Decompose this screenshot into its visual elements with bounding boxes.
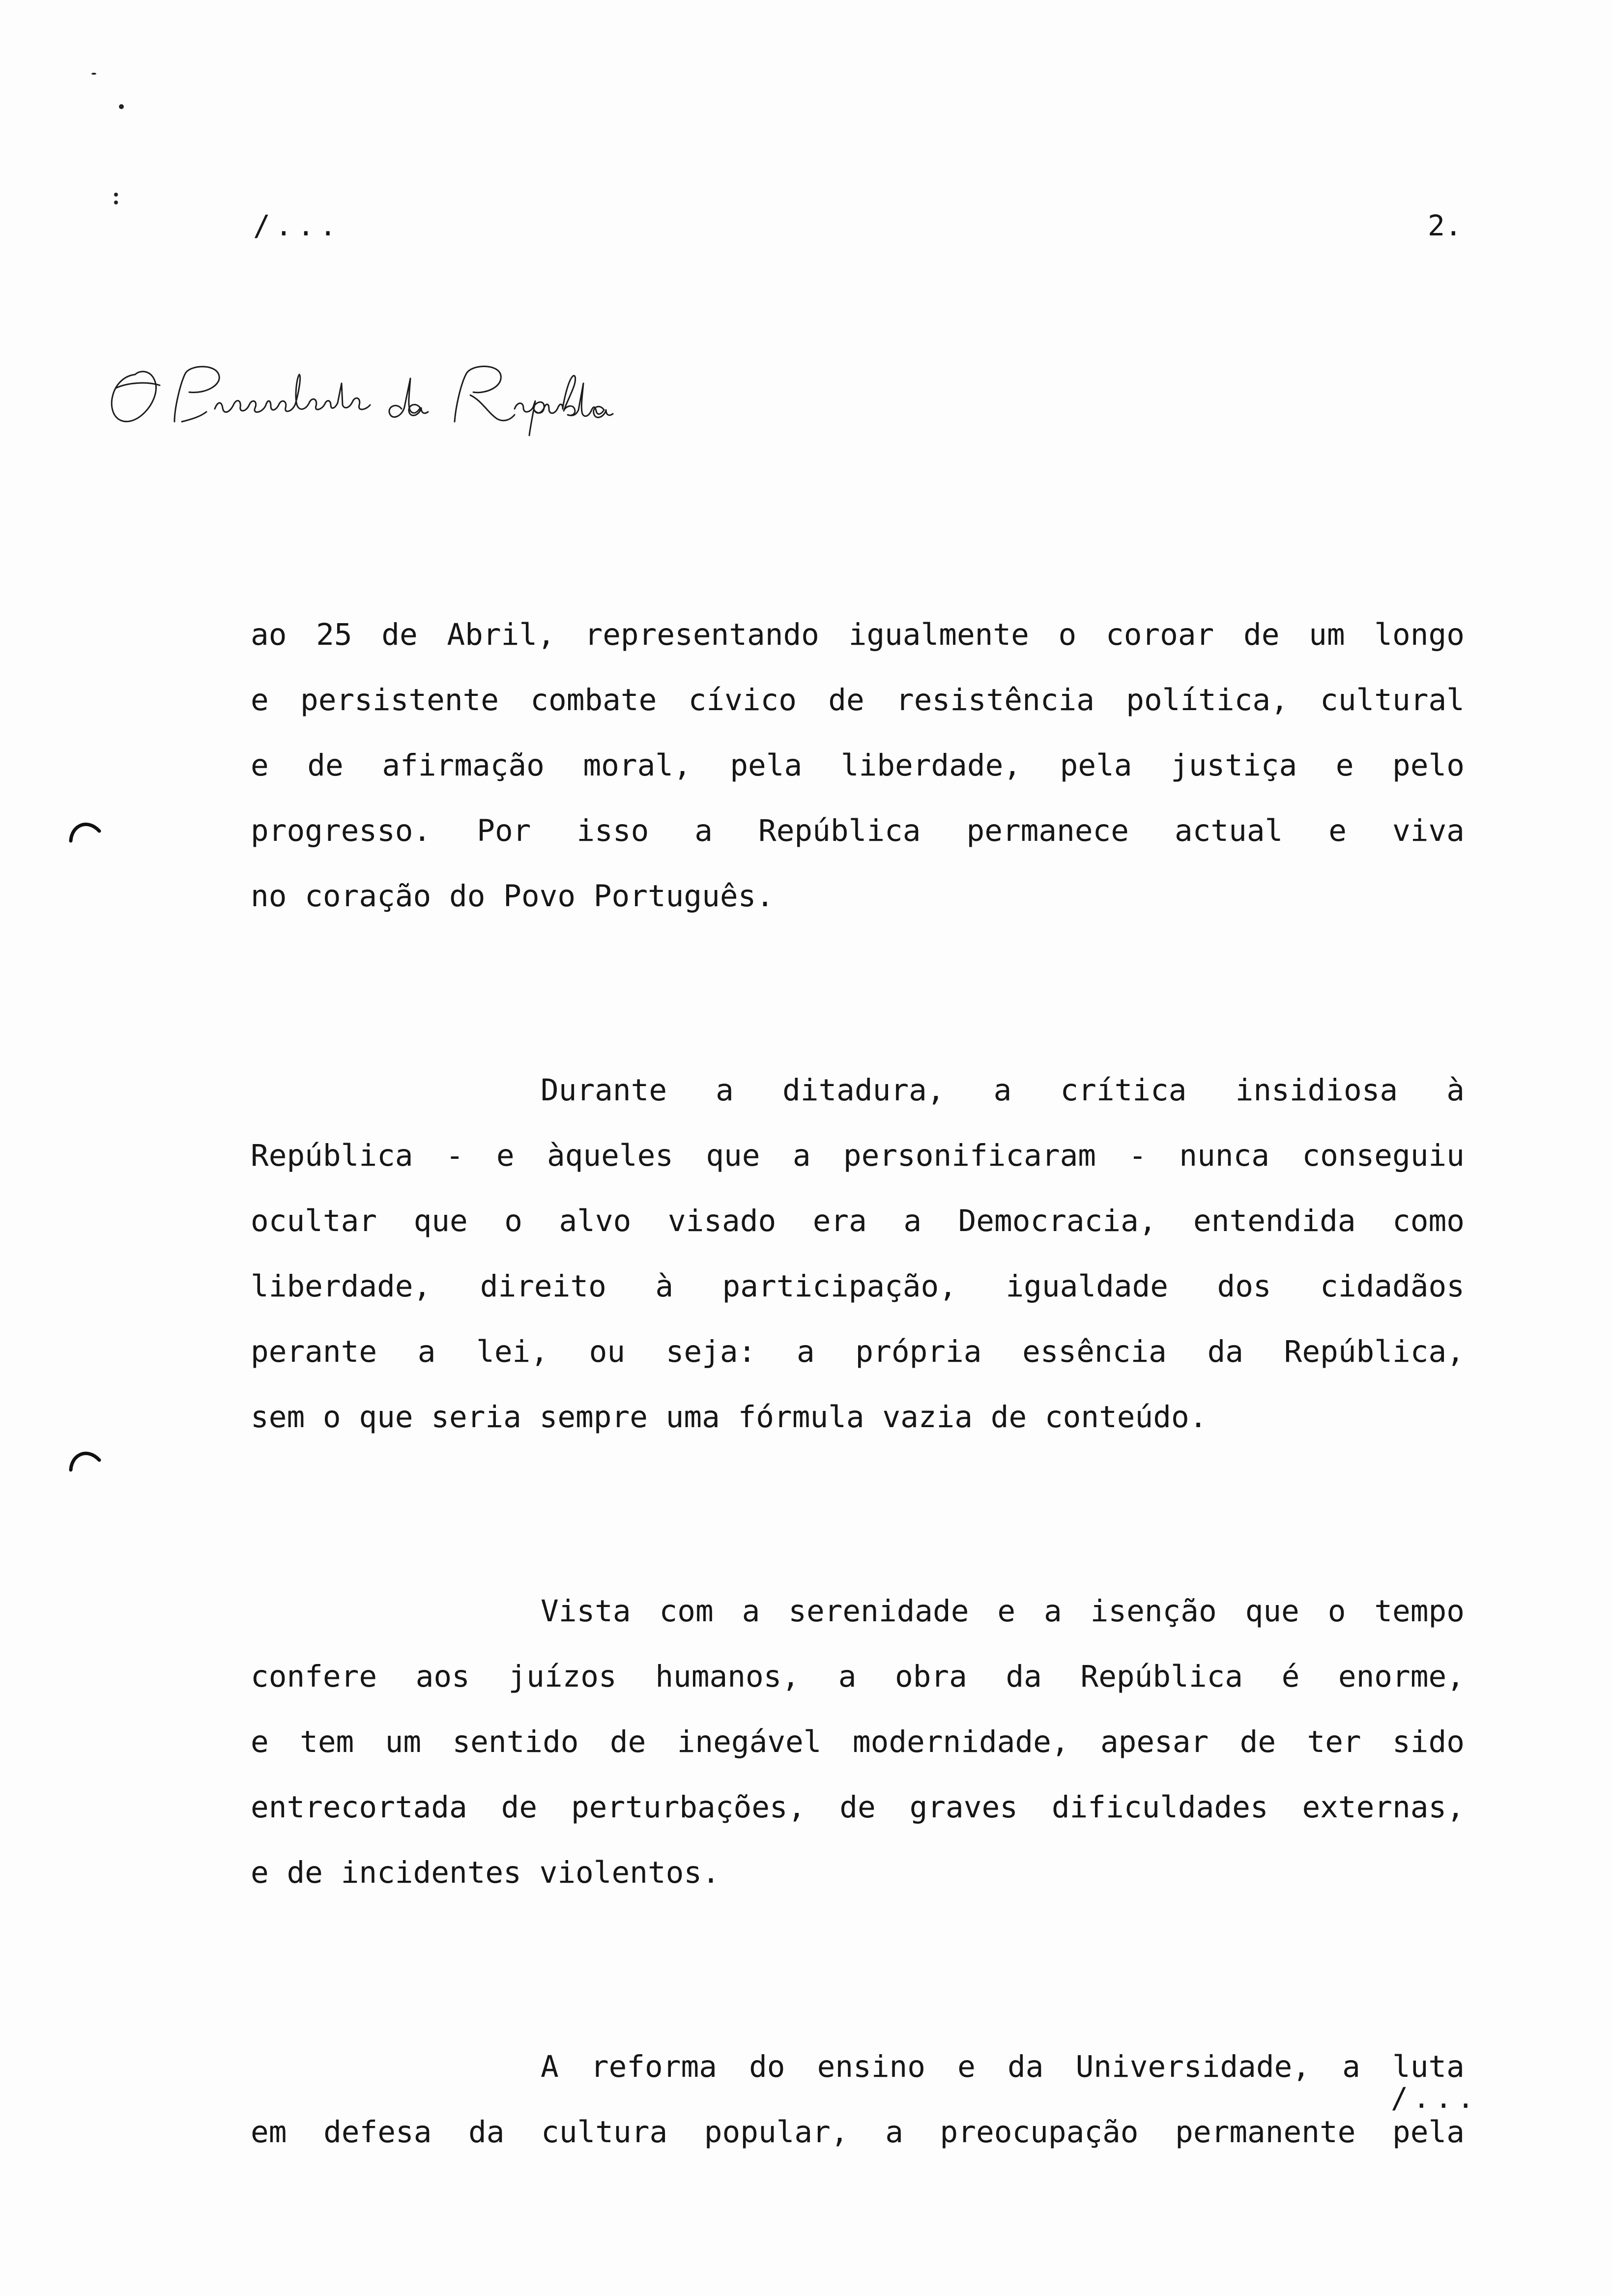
- word: ou: [589, 1334, 626, 1369]
- word: à: [655, 1269, 674, 1304]
- word: dificuldades: [1051, 1790, 1268, 1825]
- word: de: [1239, 1724, 1276, 1759]
- text-line: [251, 1644, 1465, 1709]
- paragraph-3: [251, 1578, 1465, 1905]
- word: luta: [1392, 2049, 1465, 2084]
- text-line: [251, 1319, 1465, 1384]
- word: um: [385, 1724, 422, 1759]
- word: Democracia,: [958, 1204, 1157, 1238]
- word: ensino: [817, 2049, 925, 2084]
- word: externas,: [1302, 1790, 1465, 1825]
- word: Universidade,: [1075, 2049, 1310, 2084]
- word: reforma: [590, 2049, 717, 2084]
- word: própria: [855, 1334, 982, 1369]
- word: Vista: [541, 1594, 631, 1629]
- word: -: [1128, 1138, 1147, 1173]
- word: progresso.: [251, 813, 432, 848]
- word: perante: [251, 1334, 377, 1369]
- word: seja:: [665, 1334, 756, 1369]
- word: é: [1281, 1659, 1300, 1694]
- word: República,: [1284, 1334, 1465, 1369]
- punch-hole-mark: [68, 813, 102, 848]
- word: da: [1006, 1659, 1042, 1694]
- word: sido: [1392, 1724, 1465, 1759]
- text-line: [251, 2034, 1465, 2099]
- word: de: [839, 1790, 876, 1825]
- word: participação,: [722, 1269, 957, 1304]
- word: e: [1335, 748, 1354, 783]
- word: entrecortada: [251, 1790, 467, 1825]
- word: a: [716, 1073, 734, 1108]
- word: de: [307, 748, 344, 783]
- scan-speck: [114, 201, 118, 204]
- word: política,: [1126, 683, 1289, 718]
- text-line: [251, 733, 1465, 798]
- word: de: [501, 1790, 538, 1825]
- word: pela: [1060, 748, 1132, 783]
- word: 25: [316, 617, 352, 652]
- word: da: [468, 2115, 505, 2150]
- word: defesa: [323, 2115, 432, 2150]
- word: afirmação: [382, 748, 545, 783]
- word: de: [381, 617, 418, 652]
- text-line: sem o que seria sempre uma fórmula vazia de conteúdo.: [251, 1400, 1208, 1435]
- word: e: [251, 683, 269, 718]
- word: aos: [415, 1659, 470, 1694]
- word: de: [609, 1724, 646, 1759]
- word: cultura: [541, 2115, 668, 2150]
- word: como: [1392, 1204, 1465, 1238]
- word: a: [694, 813, 713, 848]
- word: do: [749, 2049, 785, 2084]
- word: obra: [894, 1659, 967, 1694]
- text-line: [251, 1123, 1465, 1188]
- word: e: [997, 1594, 1016, 1629]
- word: justiça: [1171, 748, 1297, 783]
- word: apesar: [1100, 1724, 1209, 1759]
- word: crítica: [1060, 1073, 1187, 1108]
- word: juízos: [508, 1659, 617, 1694]
- word: que: [706, 1138, 760, 1173]
- word: e: [957, 2049, 976, 2084]
- word: combate: [530, 683, 657, 718]
- text-line: [251, 2099, 1465, 2165]
- text-line: [251, 602, 1465, 667]
- word: que: [413, 1204, 468, 1238]
- word: que: [1245, 1594, 1299, 1629]
- word: viva: [1392, 813, 1465, 848]
- word: a: [742, 1594, 760, 1629]
- text-line: [251, 1058, 1465, 1123]
- word: o: [1058, 617, 1077, 652]
- word: liberdade,: [251, 1269, 432, 1304]
- text-line: [251, 1578, 1465, 1644]
- word: serenidade: [788, 1594, 969, 1629]
- text-line: [251, 1775, 1465, 1840]
- word: a: [885, 2115, 903, 2150]
- paragraph-1: [251, 602, 1465, 929]
- word: a: [1342, 2049, 1360, 2084]
- word: ter: [1307, 1724, 1361, 1759]
- word: em: [251, 2115, 287, 2150]
- word: perturbações,: [571, 1790, 806, 1825]
- scan-speck: [119, 104, 124, 109]
- word: Durante: [541, 1073, 667, 1108]
- word: pela: [1392, 2115, 1465, 2150]
- word: lei,: [476, 1334, 548, 1369]
- word: República: [1080, 1659, 1243, 1694]
- word: -: [445, 1138, 464, 1173]
- word: liberdade,: [840, 748, 1022, 783]
- word: modernidade,: [852, 1724, 1069, 1759]
- word: inegável: [677, 1724, 822, 1759]
- word: longo: [1374, 617, 1465, 652]
- word: cultural: [1320, 683, 1465, 718]
- word: visado: [667, 1204, 777, 1238]
- text-line: [251, 1254, 1465, 1319]
- word: da: [1207, 1334, 1244, 1369]
- word: isso: [576, 813, 649, 848]
- continuation-mark-top: /...: [253, 209, 342, 242]
- letter-body: [251, 602, 1465, 2294]
- word: igualmente: [848, 617, 1029, 652]
- word: personificaram: [843, 1138, 1096, 1173]
- word: ocultar: [251, 1204, 377, 1238]
- scan-speck: [114, 193, 118, 197]
- punch-hole-mark: [68, 1442, 102, 1477]
- word: Abril,: [447, 617, 555, 652]
- word: essência: [1022, 1334, 1167, 1369]
- word: entendida: [1193, 1204, 1356, 1238]
- word: de: [1243, 617, 1280, 652]
- word: e: [251, 748, 269, 783]
- word: República: [758, 813, 921, 848]
- paragraph-2: [251, 1058, 1465, 1450]
- word: tempo: [1374, 1594, 1465, 1629]
- word: conseguiu: [1302, 1138, 1465, 1173]
- word: igualdade: [1006, 1269, 1168, 1304]
- word: cívico: [688, 683, 797, 718]
- scan-speck: [91, 73, 96, 75]
- word: tem: [300, 1724, 354, 1759]
- word: A: [541, 2049, 559, 2084]
- word: enorme,: [1338, 1659, 1465, 1694]
- word: permanece: [966, 813, 1129, 848]
- word: a: [792, 1138, 811, 1173]
- page-number: 2.: [1428, 209, 1462, 242]
- word: Por: [477, 813, 531, 848]
- word: resistência: [896, 683, 1094, 718]
- word: permanente: [1175, 2115, 1356, 2150]
- word: a: [797, 1334, 815, 1369]
- word: de: [828, 683, 864, 718]
- word: insidiosa: [1235, 1073, 1398, 1108]
- word: confere: [251, 1659, 377, 1694]
- word: àqueles: [547, 1138, 674, 1173]
- word: humanos,: [655, 1659, 800, 1694]
- word: moral,: [583, 748, 691, 783]
- word: alvo: [559, 1204, 632, 1238]
- word: com: [659, 1594, 714, 1629]
- word: isenção: [1090, 1594, 1217, 1629]
- text-line: [251, 1709, 1465, 1775]
- word: ao: [251, 617, 287, 652]
- word: representando: [584, 617, 819, 652]
- word: a: [903, 1204, 922, 1238]
- word: popular,: [704, 2115, 849, 2150]
- text-line: no coração do Povo Português.: [251, 879, 775, 914]
- word: actual: [1174, 813, 1283, 848]
- text-line: [251, 798, 1465, 863]
- word: graves: [909, 1790, 1018, 1825]
- word: a: [417, 1334, 436, 1369]
- paragraph-4: [251, 2034, 1465, 2165]
- word: sentido: [452, 1724, 579, 1759]
- word: preocupação: [940, 2115, 1139, 2150]
- word: à: [1446, 1073, 1465, 1108]
- continuation-mark-bottom: /...: [1391, 2081, 1479, 2115]
- word: da: [1007, 2049, 1044, 2084]
- word: nunca: [1179, 1138, 1270, 1173]
- word: e: [251, 1724, 269, 1759]
- word: República: [251, 1138, 413, 1173]
- word: a: [838, 1659, 857, 1694]
- text-line: [251, 1188, 1465, 1254]
- word: a: [1044, 1594, 1062, 1629]
- word: persistente: [300, 683, 499, 718]
- word: pelo: [1392, 748, 1465, 783]
- word: e: [496, 1138, 515, 1173]
- word: dos: [1217, 1269, 1271, 1304]
- word: direito: [480, 1269, 606, 1304]
- letterhead-script: [101, 354, 681, 437]
- word: coroar: [1105, 617, 1214, 652]
- word: era: [812, 1204, 867, 1238]
- word: ditadura,: [782, 1073, 945, 1108]
- text-line: [251, 667, 1465, 733]
- word: e: [1328, 813, 1347, 848]
- word: um: [1309, 617, 1345, 652]
- text-line: e de incidentes violentos.: [251, 1855, 720, 1890]
- word: cidadãos: [1320, 1269, 1465, 1304]
- word: o: [1327, 1594, 1346, 1629]
- word: pela: [730, 748, 803, 783]
- word: o: [504, 1204, 522, 1238]
- word: a: [993, 1073, 1012, 1108]
